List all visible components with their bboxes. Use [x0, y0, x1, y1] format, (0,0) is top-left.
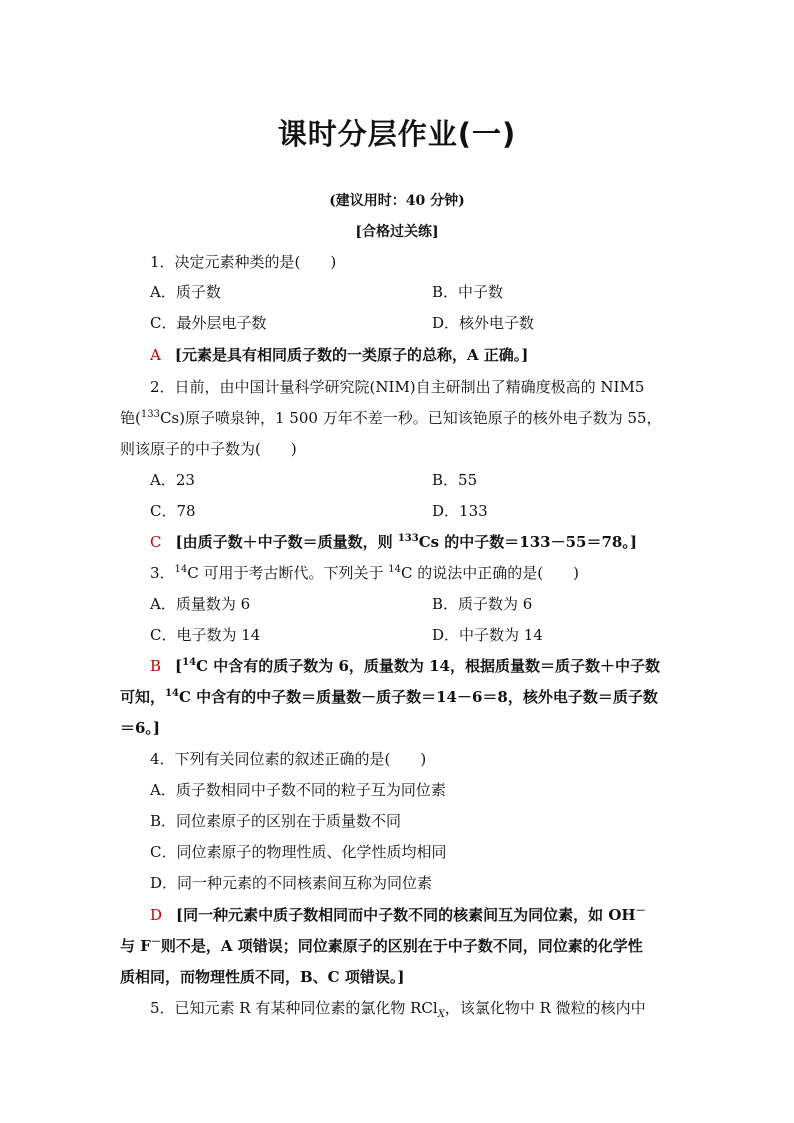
q3-text: C 可用于考古断代。下列关于	[187, 564, 389, 582]
q5-text: 5．已知元素 R 有某种同位素的氯化物 RCl	[150, 999, 438, 1017]
q2-explanation: Cs 的中子数＝133－55＝78。]	[418, 533, 637, 551]
answer-letter: A	[150, 346, 161, 364]
q4-stem: 4．下列有关同位素的叙述正确的是( )	[150, 750, 427, 768]
q4-explanation: 则不是，A 项错误；同位素原子的区别在于中子数不同，同位素的化学性	[160, 937, 643, 955]
q3-stem	[150, 563, 680, 583]
q2-answer	[150, 532, 680, 552]
q4-explanation: 与 F	[120, 937, 151, 955]
q1-option-d: D．核外电子数	[432, 314, 535, 332]
q3-option-a: A．质量数为 6	[150, 595, 251, 613]
mass-number: 133	[397, 533, 419, 544]
q2-option-c: C．78	[150, 502, 196, 520]
q1-explanation: [元素是具有相同质子数的一类原子的总称，A 正确。]	[174, 346, 529, 364]
q4-option-b: B．同位素原子的区别在于质量数不同	[150, 812, 402, 830]
q4-option-a: A．质子数相同中子数不同的粒子互为同位素	[150, 781, 446, 799]
mass-number: 133	[140, 409, 160, 420]
q4-option-c: C．同位素原子的物理性质、化学性质均相同	[150, 843, 447, 861]
mass-number: 14	[182, 657, 197, 668]
section-heading: [合格过关练]	[355, 224, 439, 240]
q2-text: Cs)原子喷泉钟，1 500 万年不差一秒。已知该铯原子的核外电子数为 55，	[159, 409, 662, 427]
q2-explanation: [由质子数＋中子数＝质量数，则	[175, 533, 398, 551]
q2-option-b: B．55	[432, 471, 478, 489]
q3-explanation: [	[175, 657, 183, 675]
q3-explanation: 可知，	[120, 688, 166, 706]
subscript: X	[437, 1009, 445, 1020]
time-hint: (建议用时：40 分钟)	[329, 193, 465, 209]
page-title: 课时分层作业(一)	[277, 117, 517, 151]
q3-option-d: D．中子数为 14	[432, 626, 543, 644]
answer-letter: C	[150, 533, 162, 551]
q5-text: ，该氯化物中 R 微粒的核内中	[444, 999, 646, 1017]
q4-explanation: [同一种元素中质子数相同而中子数不同的核素间互为同位素，如 OH	[176, 906, 636, 924]
q2-option-a: A．23	[150, 471, 195, 489]
q3-text: C 的说法中正确的是( )	[401, 564, 579, 582]
q2-option-d: D．133	[432, 502, 488, 520]
q4-option-d: D．同一种元素的不同核素间互称为同位素	[150, 874, 433, 892]
mass-number: 14	[165, 688, 179, 699]
q1-option-a: A．质子数	[150, 283, 221, 301]
q3-option-b: B．质子数为 6	[432, 595, 533, 613]
q3-explanation: C 中含有的质子数为 6，质量数为 14，根据质量数＝质子数＋中子数	[196, 657, 660, 675]
q1-option-b: B．中子数	[432, 283, 504, 301]
q2-stem-line-2	[120, 408, 680, 428]
q5-stem	[150, 998, 680, 1018]
q3-explanation: C 中含有的中子数＝质量数－质子数＝14－6＝8，核外电子数＝质子数	[178, 688, 658, 706]
q3-answer-line-3: ＝6。]	[120, 719, 161, 737]
q4-answer-line-1	[150, 905, 680, 925]
q3-option-c: C．电子数为 14	[150, 626, 261, 644]
q4-answer-line-3: 质相同，而物理性质不同，B、C 项错误。]	[120, 968, 405, 986]
q3-answer-line-1	[150, 656, 680, 676]
answer-letter: B	[150, 657, 162, 675]
q1-option-c: C．最外层电子数	[150, 314, 267, 332]
mass-number: 14	[388, 564, 402, 575]
q1-answer	[150, 345, 680, 365]
answer-letter: D	[150, 906, 163, 924]
q3-text: 3．	[150, 564, 175, 582]
q2-stem-line-3: 则该原子的中子数为( )	[120, 440, 297, 458]
q4-answer-line-2	[120, 936, 680, 956]
ion-charge: －	[150, 937, 161, 948]
q1-stem: 1．决定元素种类的是( )	[150, 253, 337, 271]
q2-stem-line-1: 2．日前，由中国计量科学研究院(NIM)自主研制出了精确度极高的 NIM5	[150, 378, 645, 396]
mass-number: 14	[174, 564, 188, 575]
q2-text: 铯(	[120, 409, 141, 427]
ion-charge: －	[635, 906, 646, 917]
q3-answer-line-2	[120, 687, 680, 707]
